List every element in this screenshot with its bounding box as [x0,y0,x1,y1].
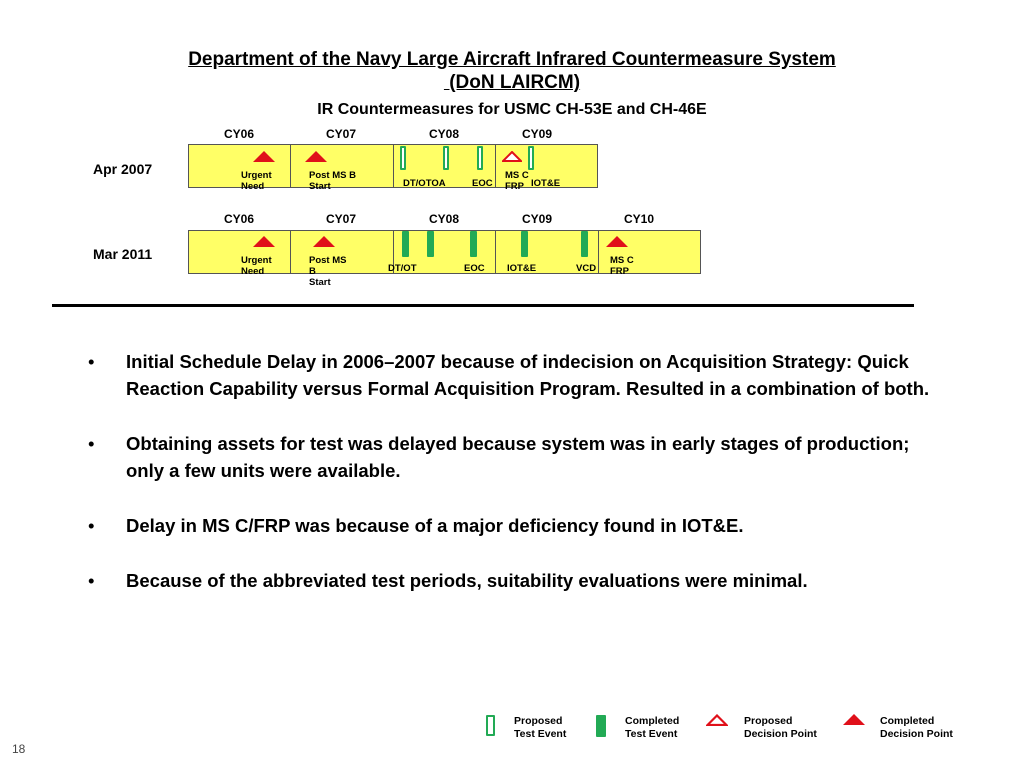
year-label-cy09: CY09 [522,212,553,226]
bullet-text: Initial Schedule Delay in 2006–2007 because of indecision on Acquisition Strategy: Quick Reaction Capability versus Formal Acquisition Program. Resulted in a combination of both. [126,351,930,399]
year-label-cy10: CY10 [624,212,655,226]
bullet-dot: • [88,515,95,536]
proposed-test-icon [443,146,449,170]
year-divider [598,230,599,274]
year-divider [495,144,496,188]
year-label-cy09: CY09 [522,127,553,141]
page-title [0,48,1024,94]
event-label-iote: IOT&E [507,263,537,274]
completed-test-icon [521,231,528,257]
page-subtitle: IR Countermeasures for USMC CH-53E and CH-46E [317,101,707,118]
legend-proposed-decision-label: Proposed Decision Point [744,715,817,740]
proposed-decision-icon [502,151,522,162]
legend-completed-test-icon [596,715,606,737]
bullet-list [88,348,948,622]
proposed-test-icon [400,146,406,170]
completed-test-icon [427,231,434,257]
bullet-item [88,512,948,539]
event-label-ms-c-frp: MS C FRP [610,255,634,277]
event-label-dt-ot: DT/OT [388,263,417,274]
section-divider [52,304,914,307]
year-label-cy06: CY06 [224,212,255,226]
bullet-item [88,348,948,402]
title-line-1: Department of the Navy Large Aircraft Infrared Countermeasure System [188,49,836,70]
bullet-dot: • [88,351,95,372]
event-label-eoc: EOC [464,263,485,274]
completed-decision-icon [253,236,275,247]
year-label-cy07: CY07 [326,127,357,141]
proposed-test-icon [528,146,534,170]
bullet-dot: • [88,433,95,454]
proposed-test-icon [477,146,483,170]
year-divider [495,230,496,274]
event-label-post-ms-b: Post MS B Start [309,255,347,288]
year-label-cy08: CY08 [429,212,460,226]
legend-proposed-test-icon [486,715,495,736]
year-label-cy08: CY08 [429,127,460,141]
event-label-ms-c-frp: MS C FRP [505,170,529,192]
year-divider [290,230,291,274]
completed-decision-icon [313,236,335,247]
completed-test-icon [581,231,588,257]
event-label-urgent-need: Urgent Need [241,170,272,192]
year-divider [393,144,394,188]
legend-proposed-decision-icon [706,714,728,726]
year-label-cy06: CY06 [224,127,255,141]
event-label-iote: IOT&E [531,178,561,189]
completed-test-icon [470,231,477,257]
completed-decision-icon [305,151,327,162]
event-label-urgent-need: Urgent Need [241,255,272,277]
bullet-item [88,567,948,594]
legend-completed-decision-label: Completed Decision Point [880,715,953,740]
year-label-cy07: CY07 [326,212,357,226]
legend-proposed-test-label: Proposed Test Event [514,715,567,740]
bullet-text: Because of the abbreviated test periods, suitability evaluations were minimal. [126,570,808,591]
page-number: 18 [12,742,26,756]
row-label-apr-2007: Apr 2007 [93,161,153,177]
event-label-dt-otoa: DT/OTOA [403,178,446,189]
year-divider [290,144,291,188]
event-label-eoc: EOC [472,178,493,189]
bullet-dot: • [88,570,95,591]
title-line-2: (DoN LAIRCM) [443,72,581,93]
legend-completed-decision-icon [843,714,865,725]
bullet-text: Delay in MS C/FRP was because of a major deficiency found in IOT&E. [126,515,744,536]
bullet-item [88,430,948,484]
event-label-vcd: VCD [576,263,597,274]
completed-test-icon [402,231,409,257]
bullet-text: Obtaining assets for test was delayed because system was in early stages of production; only a few units were available. [126,433,910,481]
completed-decision-icon [253,151,275,162]
legend-completed-test-label: Completed Test Event [625,715,680,740]
completed-decision-icon [606,236,628,247]
row-label-mar-2011: Mar 2011 [93,246,153,262]
event-label-post-ms-b: Post MS B Start [309,170,356,192]
